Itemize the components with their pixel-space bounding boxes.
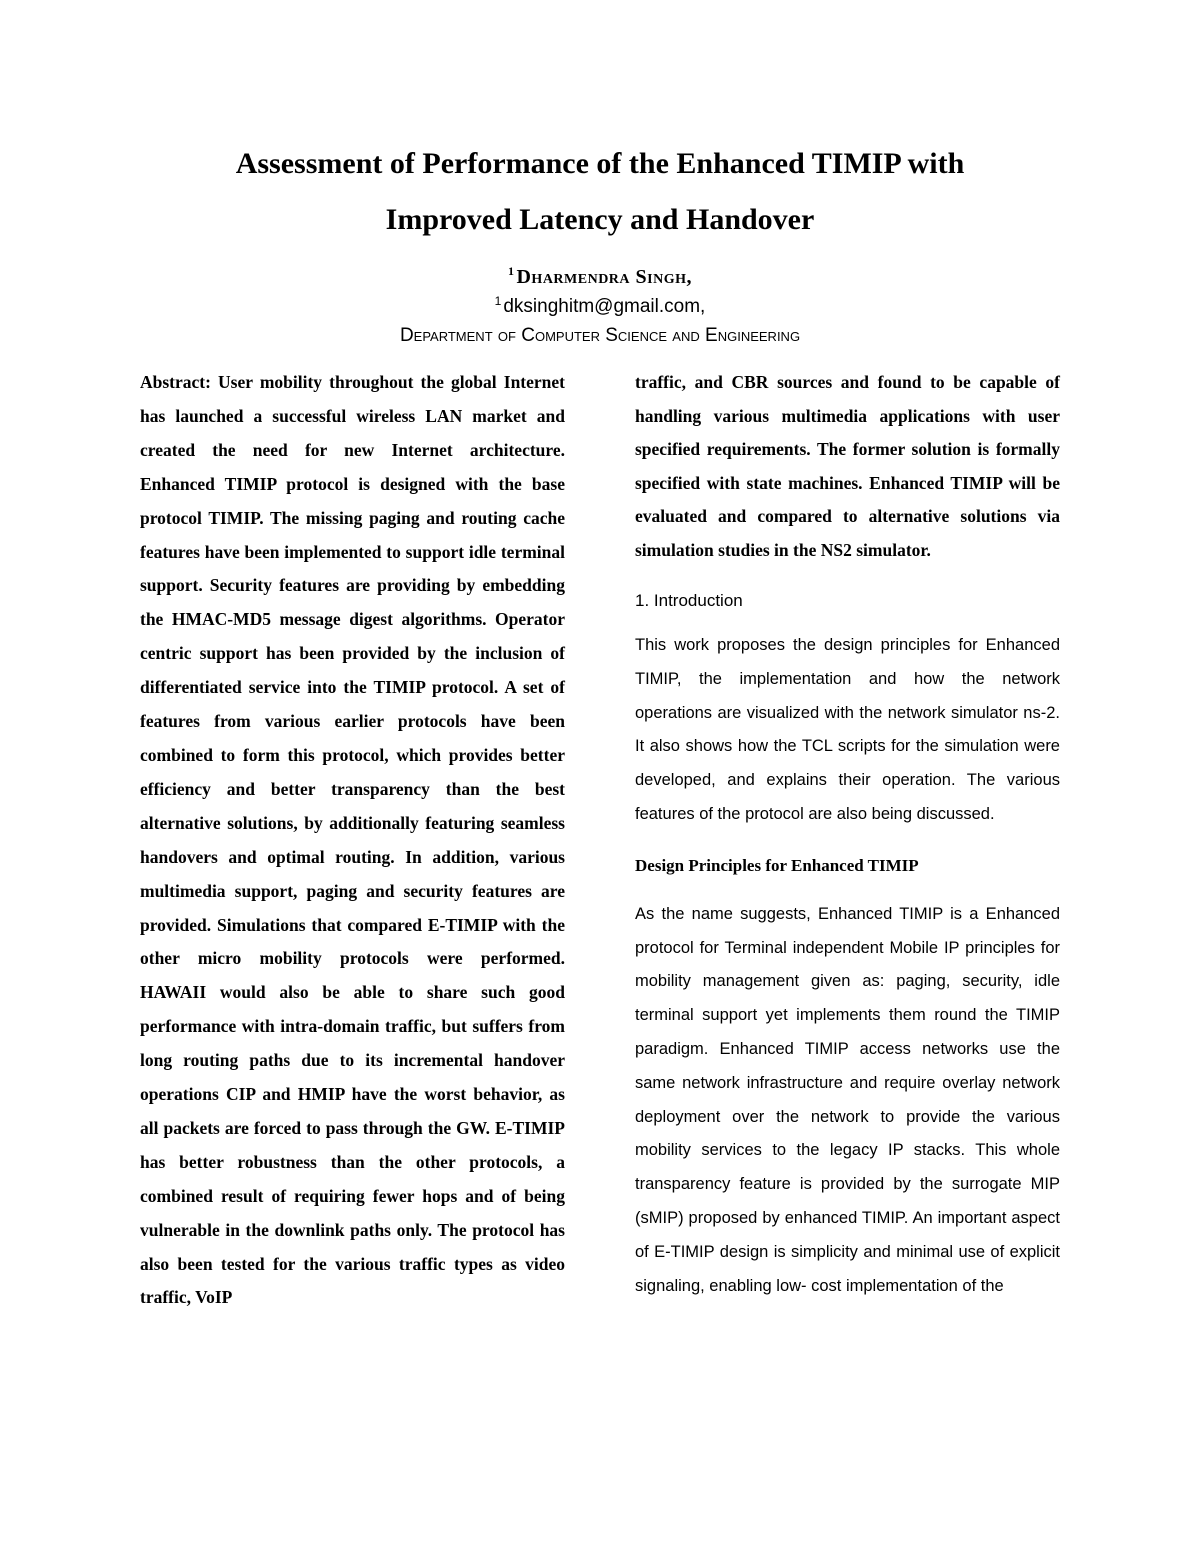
author-superscript: 1 bbox=[507, 264, 515, 278]
abstract-text: Abstract: User mobility throughout the global Internet has launched a successful wireless LAN market and created the need for new Internet architecture. Enhanced TIMIP protocol is designed with the base protocol TIMIP. The missing paging and routing cache features have been implemented to support idle terminal support. Security features are providing by embedding the HMAC-MD5 message digest algorithms. Operator centric support has been provided by the inclusion of differentiated service into the TIMIP protocol. A set of features from various earlier protocols have been combined to form this protocol, which provides better efficiency and better transparency than the best alternative solutions, by additionally featuring seamless handovers and optimal routing. In addition, various multimedia support, paging and security features are provided. Simulations that compared E-TIMIP with the other micro mobility protocols were performed. HAWAII would also be able to share such good performance with intra-domain traffic, but suffers from long routing paths due to its incremental handover operations CIP and HMIP have the worst behavior, as all packets are forced to pass through the GW. E-TIMIP has better robustness than the other protocols, a combined result of requiring fewer hops and of being vulnerable in the downlink paths only. The protocol has also been tested for the various traffic types as video traffic, VoIP bbox=[140, 372, 565, 1308]
abstract-continuation: traffic, and CBR sources and found to be capable of handling various multimedia applications with user specified requirements. The former solution is formally specified with state machines. Enhanced TIMIP will be evaluated and compared to alternative solutions via simulation studies in the NS2 simulator. bbox=[635, 372, 1060, 560]
section-heading-introduction: 1. Introduction bbox=[635, 591, 743, 610]
author-email: dksinghitm@gmail.com, bbox=[503, 296, 706, 317]
author-line bbox=[0, 266, 1200, 289]
section-heading-design-principles: Design Principles for Enhanced TIMIP bbox=[635, 855, 919, 875]
email-line bbox=[0, 296, 1200, 318]
author-name: Dharmendra Singh, bbox=[516, 266, 692, 288]
department: Department of Computer Science and Engineering bbox=[399, 325, 801, 346]
title-line-1: Assessment of Performance of the Enhanced TIMIP with bbox=[235, 147, 965, 180]
introduction-text: This work proposes the design principles for Enhanced TIMIP, the implementation and how the network operations are visualized with the network simulator ns-2. It also shows how the TCL scripts for the simulation were developed, and explains their operation. The various features of the protocol are also being discussed. bbox=[635, 636, 1060, 823]
paper-title bbox=[0, 136, 1200, 248]
right-column bbox=[635, 366, 1060, 1303]
design-principles-text: As the name suggests, Enhanced TIMIP is a Enhanced protocol for Terminal independent Mobile IP principles for mobility management given as: paging, security, idle terminal support yet implements them round the TIMIP paradigm. Enhanced TIMIP access networks use the same network infrastructure and require overlay network deployment over the network to provide the various mobility services to the legacy IP stacks. This whole transparency feature is provided by the surrogate MIP (sMIP) proposed by enhanced TIMIP. An important aspect of E-TIMIP design is simplicity and minimal use of explicit signaling, enabling low- cost implementation of the bbox=[635, 904, 1060, 1295]
title-line-2: Improved Latency and Handover bbox=[385, 203, 815, 236]
left-column bbox=[140, 366, 565, 1315]
email-superscript: 1 bbox=[494, 294, 502, 308]
